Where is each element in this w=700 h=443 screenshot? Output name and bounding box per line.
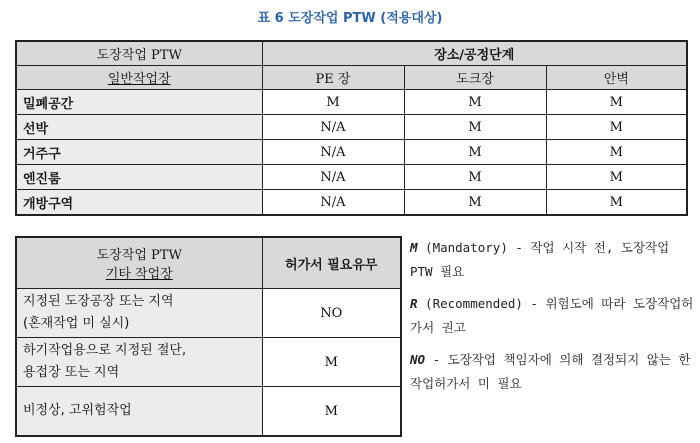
cell-value: M [404,140,546,165]
row-label: 거주구 [16,140,262,165]
legend-item-mandatory [410,236,695,284]
cell-value: M [262,387,401,437]
column-header-dock: 도크장 [404,66,546,90]
cell-value: N/A [262,165,404,190]
table-row [16,165,687,190]
header-permit-required: 허가서 필요유무 [262,237,401,289]
row-label [16,289,262,338]
column-header-pe: PE 장 [262,66,404,90]
cell-value: M [546,115,687,140]
row-label: 엔진룸 [16,165,262,190]
cell-value: M [546,190,687,216]
legend-key: M [410,240,418,255]
legend-key: NO [410,352,426,367]
table-row [16,190,687,216]
row-label-line: (혼재작업 미 실시) [23,316,130,331]
ptw-other-worksite-table [15,236,402,437]
ptw-general-worksite-table [15,40,688,216]
legend-text: (Mandatory) - 작업 시작 전, 도장작업 PTW 필요 [410,240,670,279]
row-label: 선박 [16,115,262,140]
row-label: 밀폐공간 [16,90,262,115]
header-other-worksite [16,237,262,289]
header-location-stage: 장소/공정단계 [262,41,687,66]
cell-value: NO [262,289,401,338]
table-row [16,115,687,140]
header-ptw-title: 도장작업 PTW [16,41,262,66]
legend-text: - 도장작업 책임자에 의해 결정되지 않는 한 작업허가서 미 필요 [410,352,691,391]
cell-value: M [404,165,546,190]
cell-value: M [404,115,546,140]
header-ptw-title: 도장작업 PTW [96,248,182,263]
cell-value: M [404,90,546,115]
table-row [16,387,401,437]
table-caption: 표 6 도장작업 PTW (적용대상) [257,11,443,26]
row-label: 개방구역 [16,190,262,216]
cell-value: N/A [262,115,404,140]
header-general-worksite: 일반작업장 [16,66,262,90]
header-other-worksite-label: 기타 작업장 [105,267,173,282]
cell-value: M [546,165,687,190]
legend-text: (Recommended) - 위험도에 따라 도장작업허가서 권고 [410,296,694,335]
cell-value: M [262,338,401,387]
row-label-line: 지정된 도장공장 또는 지역 [23,294,174,309]
cell-value: N/A [262,140,404,165]
legend [410,236,695,404]
legend-item-recommended [410,292,695,340]
row-label-line: 하기작업용으로 지정된 절단, [23,343,187,358]
legend-key: R [410,296,418,311]
table-row [16,90,687,115]
cell-value: M [546,140,687,165]
row-label-line: 용접장 또는 지역 [23,365,120,380]
legend-item-not-required [410,348,695,396]
row-label [16,338,262,387]
table-row [16,338,401,387]
cell-value: N/A [262,190,404,216]
cell-value: M [546,90,687,115]
cell-value: M [404,190,546,216]
table-row [16,140,687,165]
table-row [16,289,401,338]
column-header-quay: 안벽 [546,66,687,90]
row-label: 비정상, 고위험작업 [16,387,262,437]
cell-value: M [262,90,404,115]
